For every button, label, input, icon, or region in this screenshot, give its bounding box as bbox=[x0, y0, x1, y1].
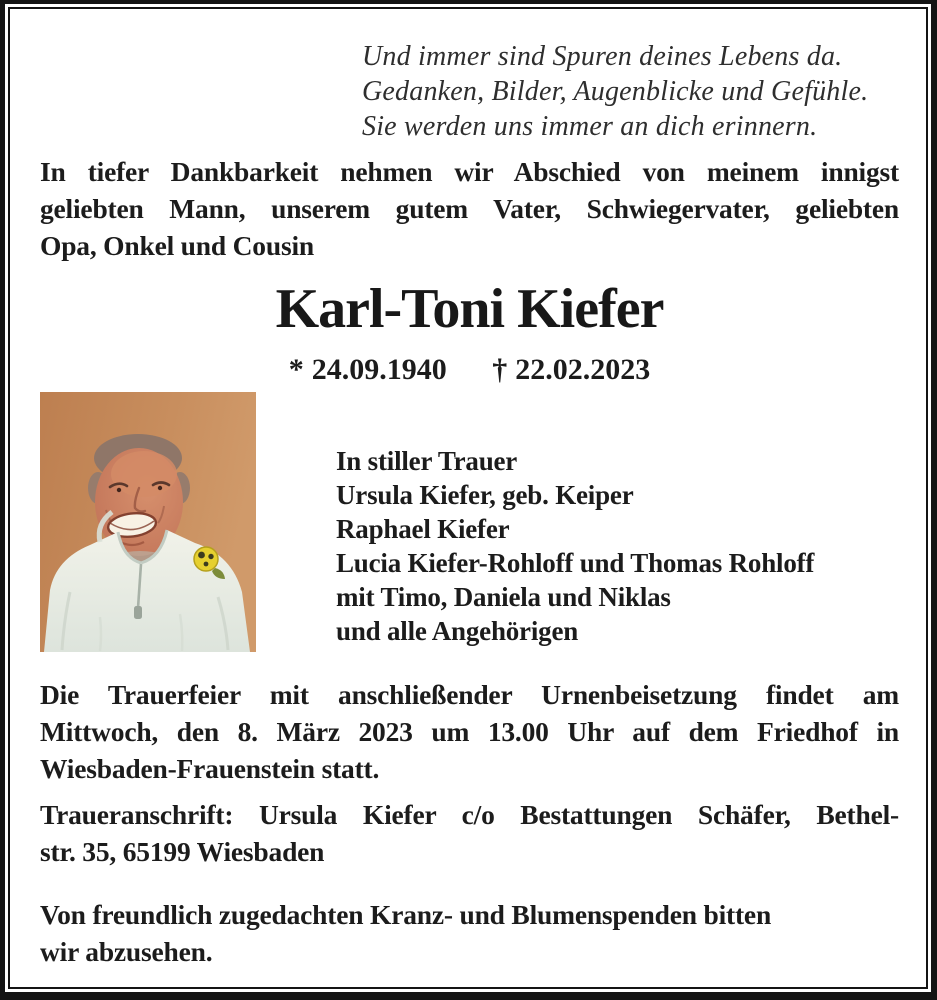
text-line: Und immer sind Spuren deines Lebens da. bbox=[362, 41, 843, 72]
mourners-list bbox=[336, 392, 814, 648]
obituary-inner-frame bbox=[8, 7, 928, 989]
text-line: Gedanken, Bilder, Augenblicke und Gefühle. bbox=[362, 76, 869, 107]
text-line: In stiller Trauer bbox=[336, 446, 518, 476]
portrait-photo bbox=[40, 392, 256, 652]
text-line: geliebten Mann, unserem gutem Vater, Schwiegervater, geliebten bbox=[40, 193, 899, 224]
text-line: str. 35, 65199 Wiesbaden bbox=[40, 836, 325, 867]
text-line: Opa, Onkel und Cousin bbox=[40, 230, 314, 261]
text-line: mit Timo, Daniela und Niklas bbox=[336, 582, 671, 612]
portrait-photo-graphic bbox=[40, 392, 256, 652]
epigraph-poem bbox=[362, 39, 899, 144]
text-line: In tiefer Dankbarkeit nehmen wir Abschied von meinem innigst bbox=[40, 156, 899, 187]
life-dates bbox=[40, 350, 899, 390]
flowers-paragraph bbox=[40, 896, 899, 970]
text-line: Ursula Kiefer, geb. Keiper bbox=[336, 480, 634, 510]
text-line: wir abzusehen. bbox=[40, 936, 213, 967]
text-line: Von freundlich zugedachten Kranz- und Blumenspenden bitten bbox=[40, 899, 772, 930]
deceased-name: Karl-Toni Kiefer bbox=[275, 278, 664, 340]
funeral-paragraph bbox=[40, 676, 899, 787]
text-line: Sie werden uns immer an dich erinnern. bbox=[362, 111, 818, 142]
birth-asterisk-symbol: * bbox=[288, 353, 304, 386]
text-line: Die Trauerfeier mit anschließender Urnenbeisetzung findet am bbox=[40, 679, 899, 710]
death-cross-symbol: † bbox=[492, 353, 508, 386]
address-paragraph bbox=[40, 796, 899, 870]
text-line: Lucia Kiefer-Rohloff und Thomas Rohloff bbox=[336, 548, 815, 578]
text-line: Mittwoch, den 8. März 2023 um 13.00 Uhr auf dem Friedhof in bbox=[40, 716, 899, 747]
text-line: Traueranschrift: Ursula Kiefer c/o Bestattungen Schäfer, Bethel- bbox=[40, 799, 899, 830]
birth-date-value: 24.09.1940 bbox=[311, 353, 447, 386]
death-date bbox=[492, 353, 650, 386]
intro-paragraph bbox=[40, 153, 899, 264]
birth-date bbox=[289, 353, 447, 386]
death-date-value: 22.02.2023 bbox=[515, 353, 651, 386]
photo-and-mourners-row bbox=[40, 392, 899, 652]
text-line: Raphael Kiefer bbox=[336, 514, 510, 544]
text-line: Wiesbaden-Frauenstein statt. bbox=[40, 753, 380, 784]
text-line: und alle Angehörigen bbox=[336, 616, 579, 646]
